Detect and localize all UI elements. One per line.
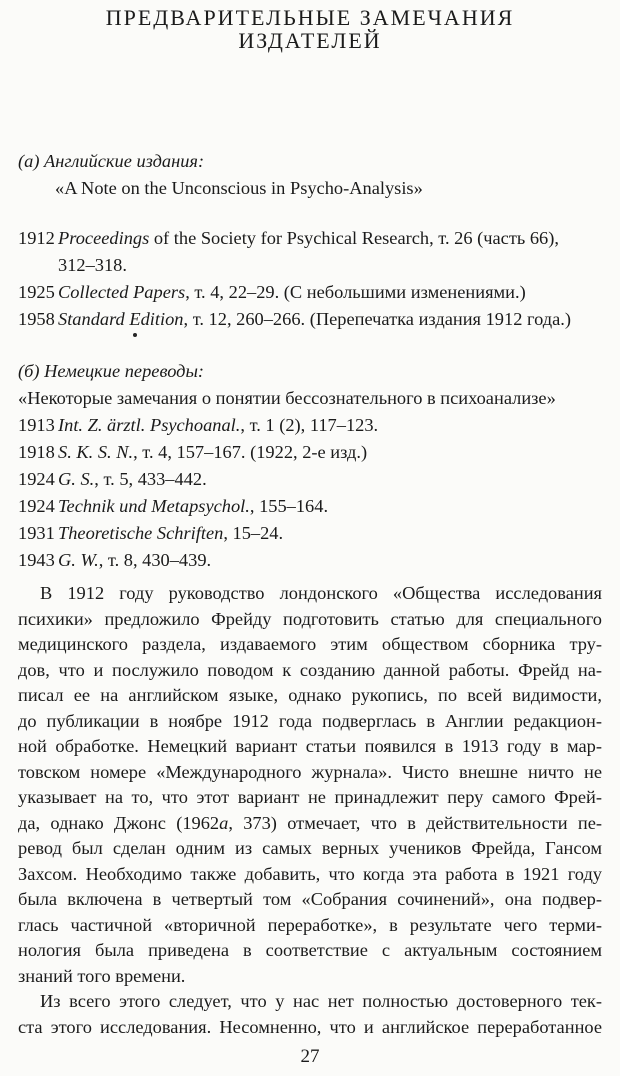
text-line xyxy=(18,862,602,888)
scan-artifact-dot xyxy=(133,333,137,337)
entry-text xyxy=(58,306,602,333)
entry-year: 1943 xyxy=(18,550,55,570)
entry-text-line xyxy=(58,279,602,306)
text-run: , 15–24. xyxy=(223,523,284,543)
text-run: медицинского раздела, издаваемого этим обществом сборника тру- xyxy=(18,634,602,654)
text-run: , т. 4, 157–167. (1922, 2-е изд.) xyxy=(133,442,368,462)
text-run: 312–318. xyxy=(58,255,127,275)
entry-text xyxy=(58,520,602,547)
entry-text xyxy=(58,493,602,520)
work-title: «Некоторые замечания о понятии бессознательного в психоанализе» xyxy=(18,388,556,408)
bibliography-section xyxy=(18,358,602,574)
body-text xyxy=(18,581,602,1040)
text-line xyxy=(18,785,602,811)
entry-year: 1918 xyxy=(18,442,55,462)
italic-text-run: G. S. xyxy=(58,469,95,489)
text-line xyxy=(18,632,602,658)
text-run: знаний того времени. xyxy=(18,965,186,986)
section-heading: (б) Немецкие переводы: xyxy=(18,361,205,381)
bibliography-entry xyxy=(18,279,602,306)
work-title: «A Note on the Unconscious in Psycho-Analysis» xyxy=(55,178,423,198)
text-line xyxy=(18,581,602,607)
bibliography-entry xyxy=(18,225,602,279)
page-title-line-1: ПРЕДВАРИТЕЛЬНЫЕ ЗАМЕЧАНИЯ xyxy=(105,5,515,30)
text-run: , т. 5, 433–442. xyxy=(94,469,207,489)
text-line xyxy=(18,607,602,633)
bibliography-entry xyxy=(18,520,602,547)
entry-text xyxy=(58,225,602,279)
bibliography-entry xyxy=(18,466,602,493)
page-title xyxy=(18,6,602,52)
entry-year: 1931 xyxy=(18,523,55,543)
entry-text-line xyxy=(58,466,602,493)
text-line xyxy=(18,683,602,709)
bibliography-entry xyxy=(18,306,602,333)
text-run: да, однако Джонс (1962 xyxy=(18,812,220,833)
bibliography-entry xyxy=(18,547,602,574)
text-run: Из всего этого следует, что у нас нет полностью достоверного тек- xyxy=(40,991,602,1011)
italic-text-run: Proceedings xyxy=(58,228,150,248)
text-run: глась частичной «вторичной переработке», в результате чего терми- xyxy=(18,914,602,935)
paragraph xyxy=(18,989,602,1040)
text-line xyxy=(18,964,602,990)
entry-year: 1924 xyxy=(18,496,55,516)
text-line xyxy=(18,989,602,1015)
italic-text-run: Int. Z. ärztl. Psychoanal. xyxy=(58,415,241,435)
entry-year: 1958 xyxy=(18,309,55,329)
text-line xyxy=(18,836,602,862)
entry-text-line xyxy=(58,225,602,252)
entry-text-line xyxy=(58,493,602,520)
bibliography-section xyxy=(18,148,602,333)
entry-text-line xyxy=(58,252,602,279)
text-run: Захсом. Необходимо также добавить, что когда эта работа в 1921 году xyxy=(18,863,602,884)
text-line xyxy=(18,709,602,735)
text-run: В 1912 году руководство лондонского «Общества исследования xyxy=(40,583,602,603)
italic-text-run: S. K. S. N. xyxy=(58,442,134,462)
text-run: ной обработке. Немецкий вариант статьи появился в 1913 году в мар- xyxy=(18,736,602,756)
bibliography-entry xyxy=(18,493,602,520)
text-run: , 373) отмечает, что в действительности пе- xyxy=(228,812,602,833)
entry-list xyxy=(18,225,602,333)
entry-list xyxy=(18,412,602,574)
text-line xyxy=(18,887,602,913)
text-run: , т. 1 (2), 117–123. xyxy=(240,415,379,435)
text-run: , 155–164. xyxy=(249,496,329,516)
page-title-line-2: ИЗДАТЕЛЕЙ xyxy=(238,28,382,53)
entry-year: 1925 xyxy=(18,282,55,302)
text-line xyxy=(18,658,602,684)
entry-text-line xyxy=(58,306,602,333)
entry-year: 1913 xyxy=(18,415,55,435)
italic-text-run: Standard Edition xyxy=(58,309,184,329)
text-run: была включена в четвертый том «Собрания сочинений», она подвер- xyxy=(18,889,602,909)
italic-text-run: Theoretische Schriften xyxy=(58,523,224,543)
entry-text-line xyxy=(58,439,602,466)
page-number: 27 xyxy=(300,1046,320,1067)
text-run: , т. 12, 260–266. (Перепечатка издания 1912 года.) xyxy=(183,309,571,329)
bibliography-entry xyxy=(18,439,602,466)
text-line xyxy=(18,1015,602,1041)
bibliography-entry xyxy=(18,412,602,439)
text-run: ста этого исследования. Несомненно, что и английское переработанное xyxy=(18,1016,602,1037)
text-run: указывает на то, что этот вариант не принадлежит перу самого Фрей- xyxy=(18,787,602,807)
italic-text-run: Technik und Metapsychol. xyxy=(58,496,250,516)
entry-text xyxy=(58,439,602,466)
text-run: товском номере «Международного журнала». Чисто внешне ничто не xyxy=(18,761,602,782)
italic-text-run: а xyxy=(219,812,229,833)
paragraph xyxy=(18,581,602,989)
text-line xyxy=(18,734,602,760)
text-run: писал ее на английском языке, однако рукопись, по всей видимости, xyxy=(18,685,602,705)
entry-text-line xyxy=(58,547,602,574)
text-line xyxy=(18,811,602,837)
italic-text-run: G. W. xyxy=(58,550,99,570)
bibliography xyxy=(18,148,602,574)
italic-text-run: Collected Papers xyxy=(58,282,186,302)
text-run: психики» предложило Фрейду подготовить статью для специального xyxy=(18,608,602,629)
text-line xyxy=(18,760,602,786)
text-run: дов, что и послужило поводом к созданию данной работы. Фрейд на- xyxy=(18,659,602,680)
entry-year: 1924 xyxy=(18,469,55,489)
text-run: нология была приведена в соответствие с актуальным состоянием xyxy=(18,940,602,960)
text-line xyxy=(18,938,602,964)
text-line xyxy=(18,913,602,939)
text-run: до публикации в ноябре 1912 года подверглась в Англии редакцион- xyxy=(18,710,602,731)
entry-text xyxy=(58,547,602,574)
entry-text xyxy=(58,412,602,439)
entry-text-line xyxy=(58,412,602,439)
section-heading: (а) Английские издания: xyxy=(18,151,205,171)
entry-text xyxy=(58,466,602,493)
text-run: of the Society for Psychical Research, т. 26 (часть 66), xyxy=(149,228,559,248)
text-run: ревод был сделан одним из самых верных учеников Фрейда, Гансом xyxy=(18,838,602,858)
text-run: , т. 4, 22–29. (С небольшими изменениями.) xyxy=(185,282,526,302)
entry-text-line xyxy=(58,520,602,547)
text-run: , т. 8, 430–439. xyxy=(98,550,212,570)
entry-year: 1912 xyxy=(18,228,55,248)
entry-text xyxy=(58,279,602,306)
